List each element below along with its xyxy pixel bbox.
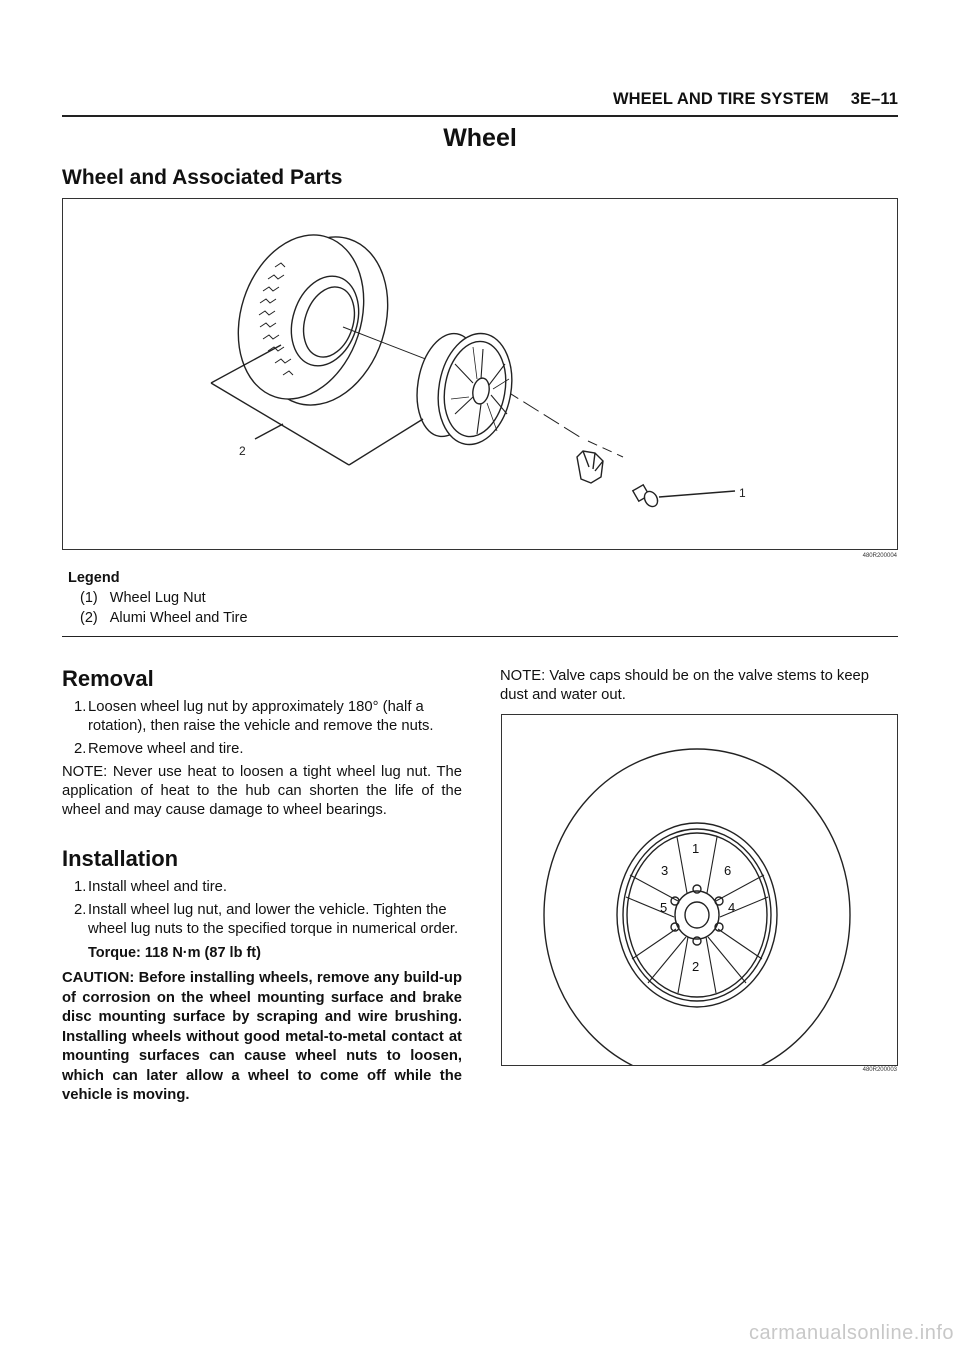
torque-spec: Torque: 118 N·m (87 lb ft) [88,945,261,961]
step-text: Loosen wheel lug nut by approximately 180° (half a rotation), then raise the vehicle and remove the nuts. [88,699,434,734]
removal-heading: Removal [62,666,154,691]
step-text: Install wheel and tire. [88,879,228,895]
order-label-5: 5 [660,900,668,915]
legend-item-text: Wheel Lug Nut [109,590,206,606]
section-title: WHEEL AND TIRE SYSTEM [612,90,829,108]
step-text: Remove wheel and tire. [88,741,244,757]
callout-1: 1 [739,486,746,500]
order-label-4: 4 [728,900,736,915]
page-title: Wheel [443,124,517,152]
page-number: 3E–11 [850,90,898,108]
order-label-3: 3 [661,863,669,878]
legend-title: Legend [68,570,120,586]
installation-steps [62,878,462,939]
list-item [62,878,462,897]
lug-nut-order-figure [501,714,898,1066]
watermark: carmanualsonline.info [748,1322,954,1344]
list-item [62,901,462,939]
step-number: 1. [74,699,87,715]
lug-nut-tightening-order-illustration [502,715,897,1065]
figure-code: 480R200004 [862,553,897,559]
removal-note: NOTE: Never use heat to loosen a tight wheel lug nut. The application of heat to the hub can shorten the life of the wheel and may cause damage to wheel bearings. [62,764,462,818]
header-rule [62,115,898,117]
legend-item-text: Alumi Wheel and Tire [109,610,248,626]
order-label-6: 6 [724,863,732,878]
legend-item-num: (1) [80,590,98,606]
exploded-view-figure [62,198,898,550]
removal-steps [62,698,462,759]
legend-item-num: (2) [80,610,98,626]
step-number: 1. [74,879,87,895]
step-number: 2. [74,902,87,918]
section-heading: Wheel and Associated Parts [62,166,343,189]
installation-heading: Installation [62,846,179,871]
order-label-2: 2 [692,959,700,974]
valve-cap-note: NOTE: Valve caps should be on the valve stems to keep dust and water out. [500,668,870,703]
legend-item [68,588,248,608]
legend-divider [62,636,898,637]
wheel-exploded-illustration [63,199,897,549]
callout-2: 2 [239,444,246,458]
step-text: Install wheel lug nut, and lower the vehicle. Tighten the wheel lug nuts to the specified torque in numerical order. [88,902,459,937]
list-item [62,698,462,736]
legend-item [68,608,248,628]
left-column [62,666,462,1106]
figure-code: 480R200003 [862,1067,897,1073]
list-item [62,740,462,759]
running-header [613,90,898,109]
caution-text: CAUTION: Before installing wheels, remove any build-up of corrosion on the wheel mounting surface and brake disc mounting surface by scraping and wire brushing. Installing wheels without good metal-to-metal contact at mounting surfaces can cause wheel nuts to loosen, which can later allow a wheel to come off while the vehicle is moving. [62,970,462,1103]
order-label-1: 1 [692,841,700,856]
step-number: 2. [74,741,87,757]
legend [68,568,248,628]
